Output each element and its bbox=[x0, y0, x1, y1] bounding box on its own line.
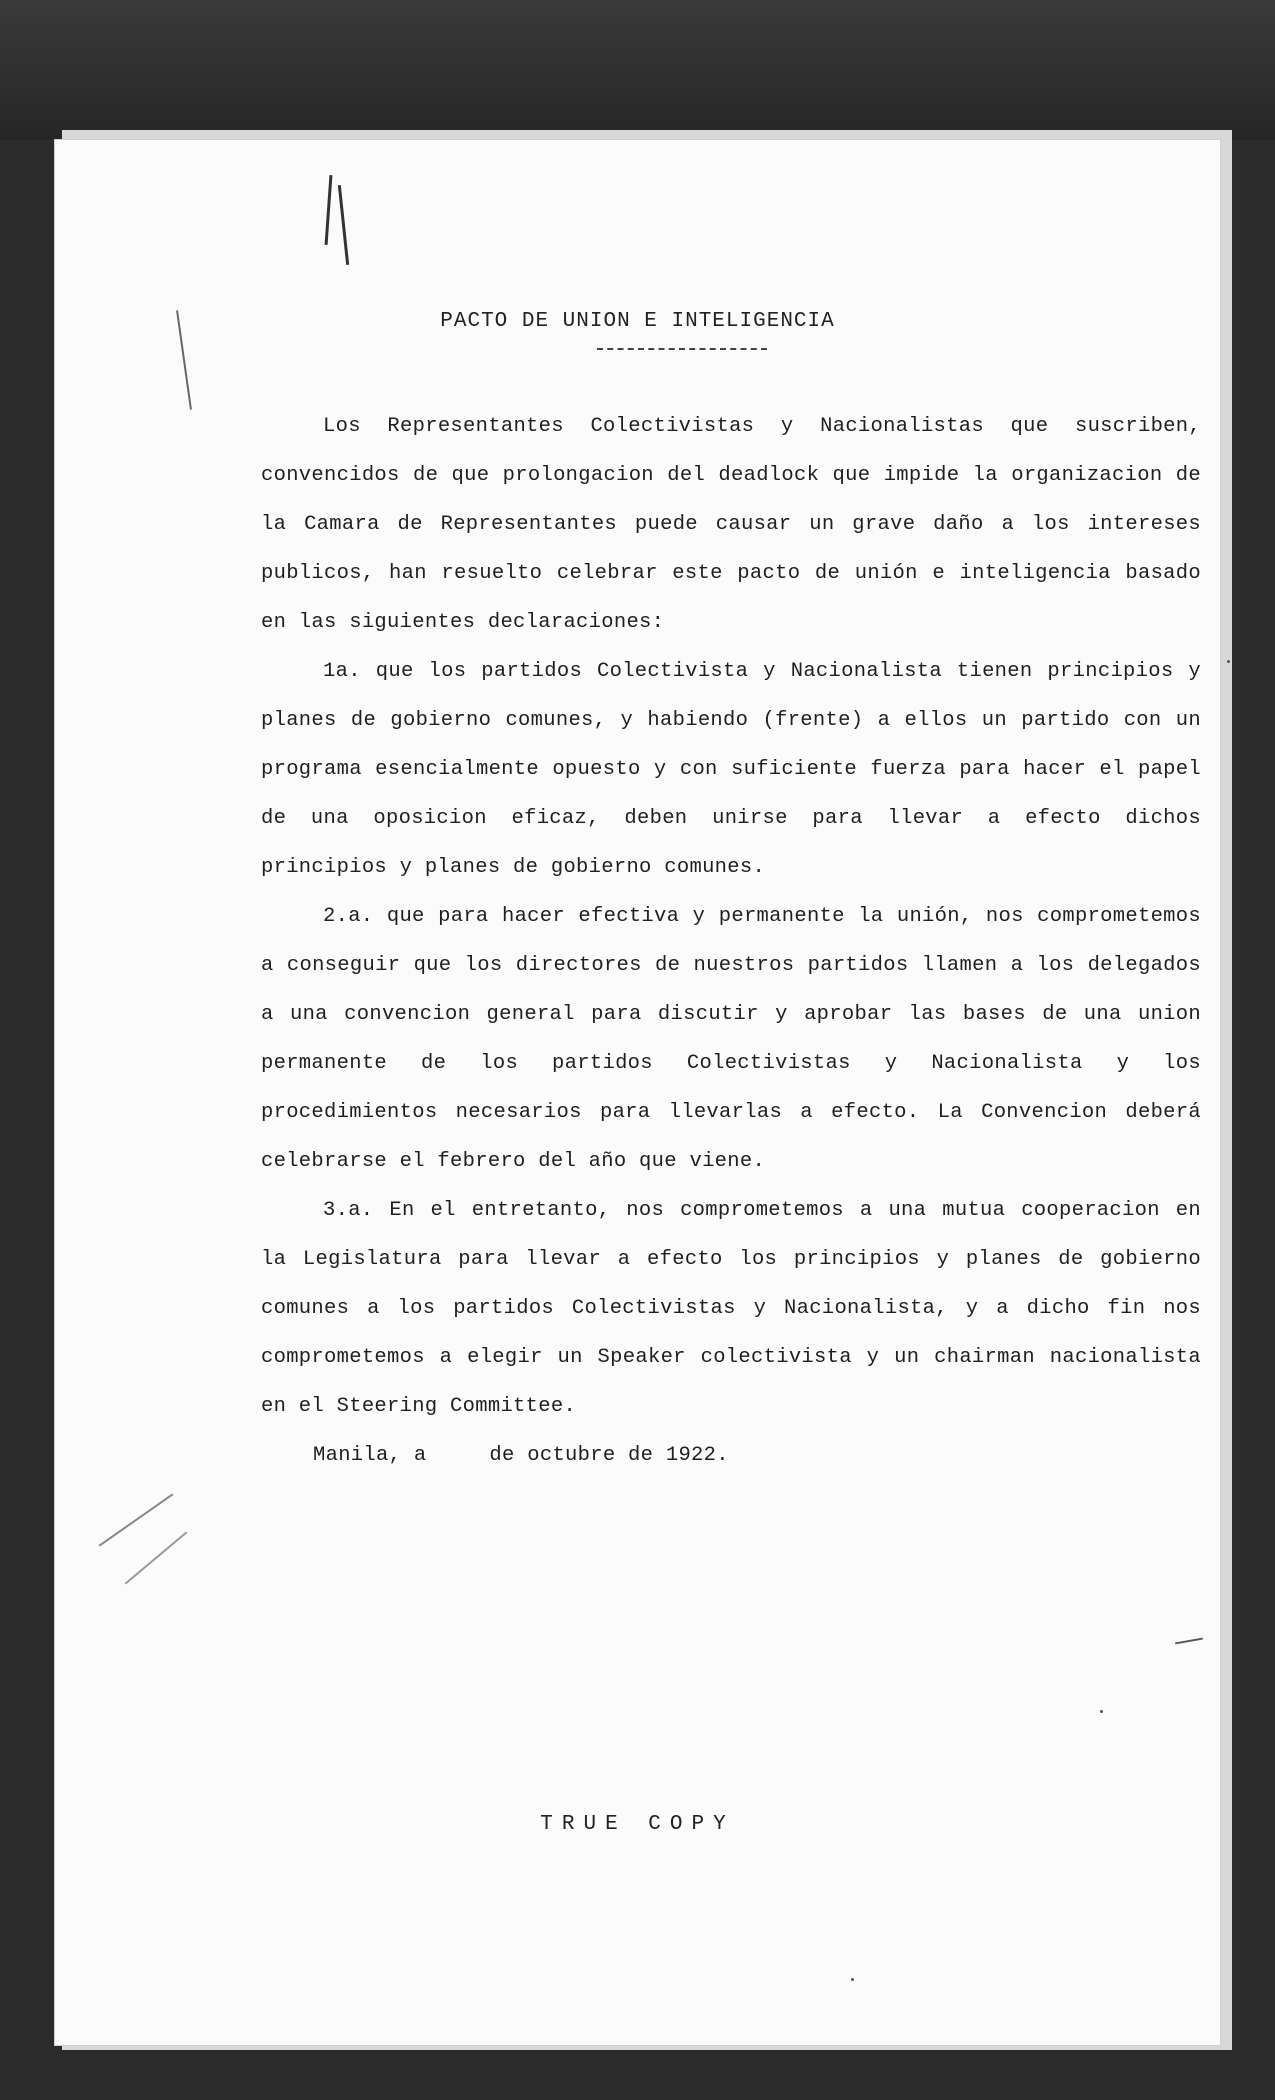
paragraph-declaration-3: 3.a. En el entretanto, nos comprometemos a una mutua cooperacion en la Legislatura para llevar a efecto los principios y planes de gobierno comunes a los partidos Colectivistas y Nacionalista, y a dicho fin nos comprometemos a elegir un Speaker colectivista y un chairman nacionalista en el Steering Committee. bbox=[261, 1199, 1201, 1418]
document-page bbox=[55, 140, 1220, 2045]
margin-mark bbox=[99, 1493, 174, 1546]
title-underline bbox=[597, 348, 767, 350]
speck bbox=[851, 1978, 854, 1981]
paragraph-declaration-2: 2.a. que para hacer efectiva y permanente la unión, nos comprometemos a conseguir que los directores de nuestros partidos llamen a los delegados a una convencion general para discutir y aprobar las bases de una union permanente de los partidos Colectivistas y Nacionalista y los procedimientos necesarios para llevarlas a efecto. La Convencion deberá celebrarse el febrero del año que viene. bbox=[261, 905, 1201, 1173]
paragraph-intro: Los Representantes Colectivistas y Nacionalistas que suscriben, convencidos de que prolongacion del deadlock que impide la organizacion de la Camara de Representantes puede causar un grave daño a los intereses publicos, han resuelto celebrar este pacto de unión e inteligencia basado en las siguientes declaraciones: bbox=[261, 415, 1201, 634]
margin-mark bbox=[125, 1532, 188, 1585]
speck bbox=[1100, 1710, 1103, 1713]
document-body bbox=[261, 402, 1201, 1480]
true-copy-stamp: TRUE COPY bbox=[540, 1813, 735, 1836]
pen-mark bbox=[338, 185, 349, 265]
margin-mark bbox=[1175, 1638, 1203, 1645]
scan-background bbox=[0, 0, 1275, 140]
date-line: Manila, a de octubre de 1922. bbox=[313, 1444, 729, 1467]
document-title: PACTO DE UNION E INTELIGENCIA bbox=[440, 310, 835, 333]
paragraph-declaration-1: 1a. que los partidos Colectivista y Nacionalista tienen principios y planes de gobierno comunes, y habiendo (frente) a ellos un partido con un programa esencialmente opuesto y con suficiente fuerza para hacer el papel de una oposicion eficaz, deben unirse para llevar a efecto dichos principios y planes de gobierno comunes. bbox=[261, 660, 1201, 879]
speck bbox=[1227, 660, 1230, 663]
pen-mark bbox=[325, 175, 333, 245]
